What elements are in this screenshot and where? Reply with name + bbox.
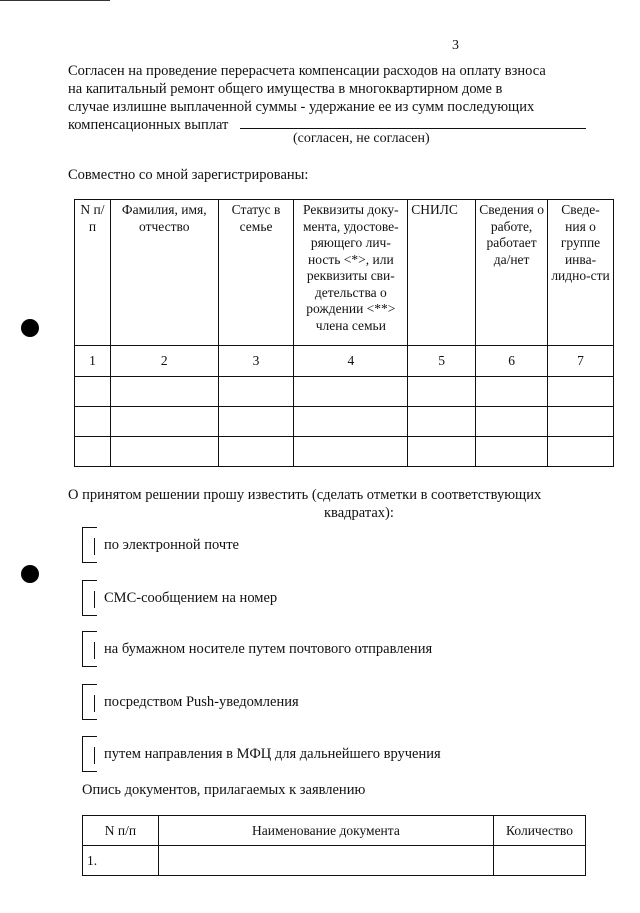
table-row — [75, 377, 614, 407]
page-number: 3 — [452, 38, 459, 53]
consent-line-2: на капитальный ремонт общего имущества в многоквартирном доме в — [68, 81, 503, 97]
checkbox-mark-line — [94, 695, 95, 712]
table-row — [83, 846, 586, 876]
binder-hole — [21, 565, 39, 583]
table-cell[interactable] — [408, 407, 476, 437]
table-cell[interactable] — [548, 437, 614, 467]
consent-line-3: случае излишне выплаченной суммы - удержание ее из сумм последующих — [68, 99, 535, 115]
table-cell[interactable] — [75, 377, 111, 407]
consent-paragraph — [68, 62, 586, 134]
column-number: 7 — [548, 346, 614, 377]
table-cell[interactable] — [294, 407, 408, 437]
header-snils: СНИЛС — [408, 200, 476, 346]
consent-line-4: компенсационных выплат — [68, 117, 229, 133]
column-number: 6 — [476, 346, 548, 377]
header-number: N п/п — [83, 816, 159, 846]
column-number: 2 — [110, 346, 218, 377]
header-document-details: Реквизиты доку-мента, удостове-ряющего лич-ность <*>, или реквизиты сви-детельства о рождении <**> члена семьи — [294, 200, 408, 346]
family-members-table — [74, 199, 614, 467]
quantity-cell[interactable] — [494, 846, 586, 876]
consent-answer-field[interactable] — [240, 128, 586, 129]
consent-hint: (согласен, не согласен) — [293, 131, 430, 146]
checkbox-mark-line — [94, 591, 95, 608]
column-number-row — [75, 346, 614, 377]
header-full-name: Фамилия, имя, отчество — [110, 200, 218, 346]
checkbox-mark-line — [94, 642, 95, 659]
table-cell[interactable] — [294, 377, 408, 407]
checkbox-mark-line — [94, 747, 95, 764]
checkbox-mark-line — [94, 538, 95, 555]
header-family-status: Статус в семье — [218, 200, 294, 346]
column-number: 5 — [408, 346, 476, 377]
option-label: путем направления в МФЦ для дальнейшего вручения — [104, 746, 441, 762]
table-row — [75, 437, 614, 467]
table-cell[interactable] — [408, 377, 476, 407]
inventory-label: Опись документов, прилагаемых к заявлению — [82, 782, 366, 798]
table-cell[interactable] — [548, 377, 614, 407]
column-number: 1 — [75, 346, 111, 377]
header-number: N п/п — [75, 200, 111, 346]
column-number: 4 — [294, 346, 408, 377]
consent-line-1: Согласен на проведение перерасчета компенсации расходов на оплату взноса — [68, 63, 546, 79]
table-cell[interactable] — [75, 407, 111, 437]
table-cell[interactable] — [548, 407, 614, 437]
header-disability-group: Сведе-ния о группе инва-лидно-сти — [548, 200, 614, 346]
table-row — [75, 407, 614, 437]
top-rule — [0, 0, 110, 1]
document-name-cell[interactable] — [158, 846, 493, 876]
registered-label: Совместно со мной зарегистрированы: — [68, 167, 309, 183]
table-cell[interactable] — [75, 437, 111, 467]
table-cell[interactable] — [218, 437, 294, 467]
table-cell[interactable] — [476, 377, 548, 407]
table-cell[interactable] — [110, 407, 218, 437]
column-number: 3 — [218, 346, 294, 377]
table-cell[interactable] — [110, 437, 218, 467]
table-cell[interactable] — [294, 437, 408, 467]
option-label: по электронной почте — [104, 537, 239, 553]
option-label: на бумажном носителе путем почтового отправления — [104, 641, 433, 657]
table-cell[interactable] — [408, 437, 476, 467]
notification-request-line-2: квадратах): — [324, 505, 394, 521]
notification-request — [68, 486, 568, 522]
documents-table — [82, 815, 586, 876]
header-employment: Сведения о работе, работает да/нет — [476, 200, 548, 346]
notification-request-line-1: О принятом решении прошу известить (сделать отметки в соответствующих — [68, 487, 542, 503]
row-number: 1. — [83, 846, 159, 876]
table-cell[interactable] — [218, 407, 294, 437]
binder-hole — [21, 319, 39, 337]
table-cell[interactable] — [476, 437, 548, 467]
header-quantity: Количество — [494, 816, 586, 846]
table-cell[interactable] — [110, 377, 218, 407]
option-label: посредством Push-уведомления — [104, 694, 299, 710]
table-cell[interactable] — [476, 407, 548, 437]
option-label: СМС-сообщением на номер — [104, 590, 278, 606]
header-document-name: Наименование документа — [158, 816, 493, 846]
table-cell[interactable] — [218, 377, 294, 407]
